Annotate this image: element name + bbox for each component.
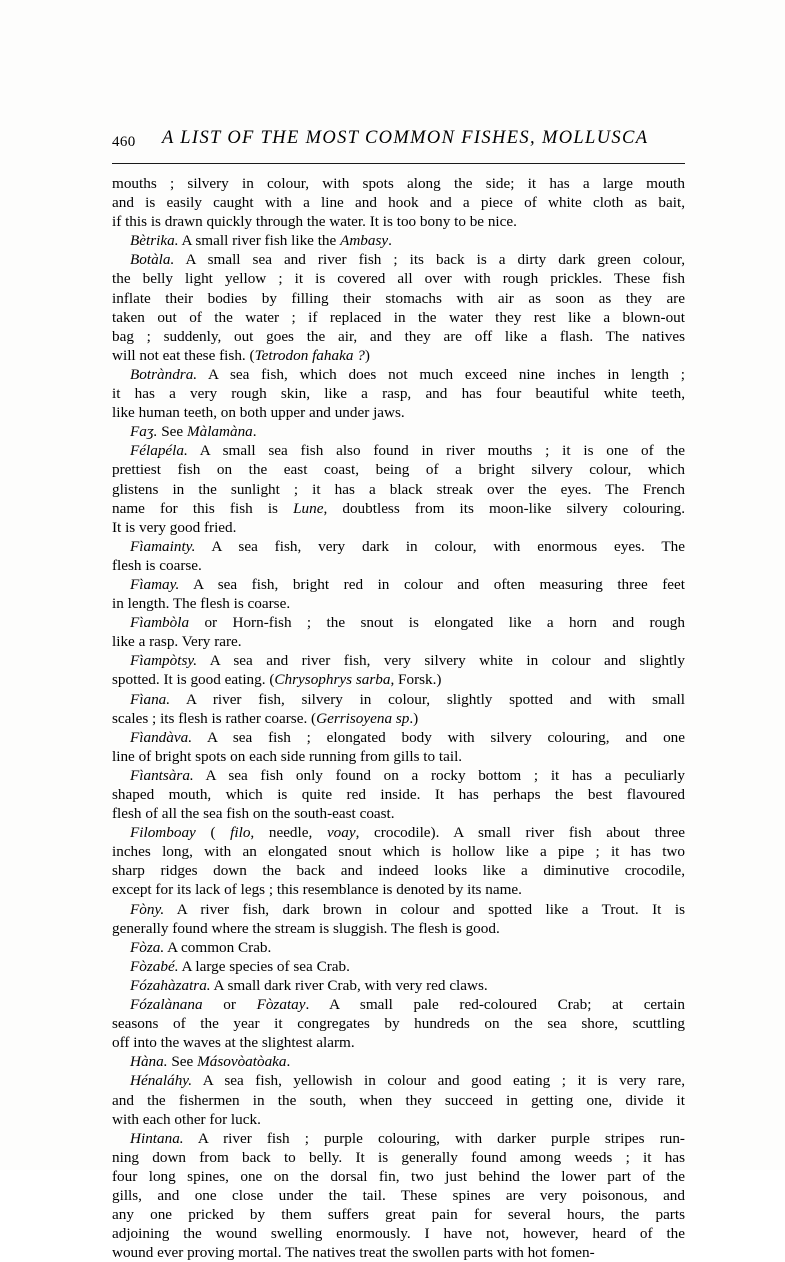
- body-textblock: [112, 174, 685, 1262]
- italic-term: voay: [326, 824, 356, 842]
- entry-line: adjoining the wound swelling enormously. I have not, however, heard of the: [112, 1225, 685, 1243]
- italic-term: Lune: [293, 499, 324, 517]
- entry-line: [112, 346, 685, 365]
- headword: Faʒ.: [130, 423, 158, 441]
- paragraph-continuation-line: mouths ; silvery in colour, with spots along the side; it has a large mouth: [112, 175, 685, 192]
- entry-botala: [112, 250, 685, 269]
- headword: Fòny.: [130, 900, 165, 918]
- headword: Fózalànana: [130, 996, 203, 1014]
- entry-hana: [112, 1052, 685, 1071]
- entry-filomboay: [112, 823, 685, 842]
- entry-text: . A small pale red-coloured Crab; at certain: [305, 996, 686, 1014]
- entry-line: wound ever proving mortal. The natives treat the swollen parts with hot fomen-: [112, 1244, 595, 1262]
- entry-fozabe: [112, 957, 685, 976]
- headword: Fìantsàra.: [130, 766, 194, 784]
- italic-term: Fòzatay: [256, 996, 306, 1014]
- entry-text: A river fish, silvery in colour, slightly spotted and with small: [170, 690, 685, 708]
- entry-line: with each other for luck.: [112, 1110, 261, 1128]
- headword: Fìandàva.: [130, 728, 193, 746]
- entry-text: or: [202, 996, 257, 1014]
- entry-text: See: [167, 1053, 198, 1071]
- entry-line: sharp ridges down the back and indeed looks like a diminutive crocodile,: [112, 862, 685, 880]
- entry-line: four long spines, one on the dorsal fin, two just behind the lower part of the: [112, 1167, 685, 1185]
- entry-line: flesh of all the sea fish on the south-east coast.: [112, 805, 395, 823]
- entry-text: A river fish, dark brown in colour and spotted like a Trout. It is: [164, 900, 685, 918]
- entry-text: A common Crab.: [164, 938, 272, 956]
- entry-text: A small sea and river fish ; its back is a dirty dark green colour,: [174, 251, 685, 269]
- header-rule: [112, 163, 685, 164]
- entry-line: gills, and one close under the tail. These spines are very poisonous, and: [112, 1186, 685, 1204]
- headword: Botàla.: [130, 251, 175, 269]
- entry-fiantsara: [112, 766, 685, 785]
- headword: Fìambòla: [130, 614, 190, 632]
- headword: Hénaláhy.: [130, 1072, 193, 1090]
- entry-text: , needle,: [250, 824, 327, 842]
- entry-text: will not eat these fish. (: [112, 346, 255, 364]
- entry-text: A sea fish, very dark in colour, with enormous eyes. The: [195, 537, 685, 555]
- entry-line: like a rasp. Very rare.: [112, 633, 242, 651]
- entry-text: , doubtless from its moon-like silvery colouring.: [323, 499, 686, 517]
- entry-line: It is very good fried.: [112, 518, 237, 536]
- running-head: [112, 128, 685, 162]
- entry-line: flesh is coarse.: [112, 556, 202, 574]
- italic-term: Ambasy: [340, 232, 389, 250]
- headword: Fìana.: [130, 690, 171, 708]
- entry-line: seasons of the year it congregates by hundreds on the sea shore, scuttling: [112, 1015, 685, 1033]
- entry-text: scales ; its flesh is rather coarse. (: [112, 709, 317, 727]
- entry-foza: [112, 938, 685, 957]
- entry-betrika: [112, 231, 685, 250]
- running-title: A LIST OF THE MOST COMMON FISHES, MOLLUSCA: [162, 128, 649, 148]
- entry-text: (: [195, 824, 231, 842]
- entry-line: in length. The flesh is coarse.: [112, 595, 291, 613]
- entry-text: A sea and river fish, very silvery white in colour and slightly: [197, 652, 685, 670]
- entry-felapela: [112, 441, 685, 460]
- headword: Fòza.: [130, 938, 165, 956]
- entry-text: ): [364, 346, 370, 364]
- entry-faz: [112, 422, 685, 441]
- entry-line: [112, 670, 685, 689]
- entry-text: .: [252, 423, 257, 441]
- entry-line: ning down from back to belly. It is generally found among weeds ; it has: [112, 1148, 685, 1166]
- italic-term: Màlamàna: [186, 423, 253, 441]
- entry-fiamay: [112, 575, 685, 594]
- entry-line: generally found where the stream is sluggish. The flesh is good.: [112, 919, 500, 937]
- entry-fiana: [112, 690, 685, 709]
- entry-text: A sea fish, yellowish in colour and good eating ; it is very rare,: [192, 1072, 685, 1090]
- entry-text: A sea fish ; elongated body with silvery colouring, and one: [192, 728, 685, 746]
- entry-text: See: [157, 423, 187, 441]
- entry-hintana: [112, 1129, 685, 1148]
- headword: Hàna.: [130, 1053, 168, 1071]
- entry-line: prettiest fish on the east coast, being of a bright silvery colour, which: [112, 461, 685, 479]
- headword: Fìamay.: [130, 575, 180, 593]
- entry-line: except for its lack of legs ; this resemblance is denoted by its name.: [112, 881, 522, 899]
- entry-text: .): [409, 709, 419, 727]
- entry-text: .: [388, 232, 392, 250]
- headword: Botràndra.: [130, 365, 198, 383]
- entry-text: A sea fish, which does not much exceed nine inches in length ;: [197, 365, 685, 383]
- entry-line: shaped mouth, which is quite red inside. It has perhaps the best flavoured: [112, 786, 685, 803]
- italic-term: Gerrisoyena sp: [316, 709, 410, 727]
- entry-line: line of bright spots on each side running from gills to tail.: [112, 747, 463, 765]
- entry-text: A small dark river Crab, with very red claws.: [210, 976, 488, 994]
- entry-line: like human teeth, on both upper and under jaws.: [112, 404, 405, 422]
- entry-line: any one pricked by them suffers great pain for several hours, the parts: [112, 1206, 685, 1224]
- entry-text: spotted. It is good eating. (: [112, 671, 275, 689]
- headword: Fòzabé.: [130, 957, 179, 975]
- entry-fiandava: [112, 728, 685, 747]
- headword: Fózahàzatra.: [130, 976, 211, 994]
- italic-term: filo: [230, 824, 251, 842]
- entry-text: A sea fish, bright red in colour and often measuring three feet: [179, 575, 685, 593]
- entry-fony: [112, 900, 685, 919]
- headword: Bètrika.: [130, 232, 179, 250]
- headword: Félapéla.: [130, 442, 188, 460]
- entry-text: , crocodile). A small river fish about three: [355, 824, 685, 842]
- entry-botrandra: [112, 365, 685, 384]
- headword: Fìamainty.: [130, 537, 196, 555]
- entry-line: glistens in the sunlight ; it has a black streak over the eyes. The French: [112, 480, 685, 498]
- entry-line: the belly light yellow ; it is covered all over with rough prickles. These fish: [112, 270, 685, 288]
- entry-text: .: [286, 1053, 291, 1071]
- entry-text: , Forsk.): [390, 671, 442, 689]
- headword: Fìampòtsy.: [130, 652, 198, 670]
- entry-line: inches long, with an elongated snout which is hollow like a pipe ; it has two: [112, 843, 685, 861]
- entry-line: bag ; suddenly, out goes the air, and they are off like a flash. The natives: [112, 327, 685, 345]
- entry-text: A large species of sea Crab.: [178, 957, 350, 975]
- headword: Filomboay: [130, 824, 196, 842]
- entry-henalahy: [112, 1071, 685, 1090]
- italic-term: Tetrodon fahaka ?: [254, 346, 365, 364]
- entry-text: A small sea fish also found in river mouths ; it is one of the: [187, 442, 685, 460]
- entry-line: [112, 499, 685, 518]
- entry-line: inflate their bodies by filling their stomachs with air as soon as they are: [112, 289, 685, 307]
- entry-fozahazatra: [112, 976, 685, 995]
- entry-line: and the fishermen in the south, when they succeed in getting one, divide it: [112, 1091, 685, 1109]
- paragraph-continuation-line: if this is drawn quickly through the water. It is too bony to be nice.: [112, 213, 517, 231]
- page-folio-number: 460: [112, 134, 136, 150]
- paragraph-continuation-line: and is easily caught with a line and hook and a piece of white cloth as bait,: [112, 194, 685, 212]
- entry-text: A small river fish like the: [178, 232, 341, 250]
- entry-fozalanana: [112, 995, 685, 1014]
- italic-term: Másovòatòaka: [197, 1053, 287, 1071]
- entry-line: taken out of the water ; if replaced in the water they rest like a blown-out: [112, 308, 685, 326]
- entry-line: off into the waves at the slightest alarm.: [112, 1034, 355, 1052]
- entry-fiamainty: [112, 537, 685, 556]
- entry-text: A sea fish only found on a rocky bottom ; it has a peculiarly: [193, 766, 685, 784]
- headword: Hintana.: [130, 1129, 184, 1147]
- italic-term: Chrysophrys sarba: [274, 671, 391, 689]
- entry-text: name for this fish is: [112, 499, 294, 517]
- entry-line: it has a very rough skin, like a rasp, and has four beautiful white teeth,: [112, 385, 685, 403]
- entry-fiambola: [112, 613, 685, 632]
- entry-text: or Horn-fish ; the snout is elongated like a horn and rough: [189, 614, 685, 632]
- entry-line: [112, 709, 685, 728]
- entry-fiampotsy: [112, 651, 685, 670]
- entry-text: A river fish ; purple colouring, with darker purple stripes run-: [183, 1129, 685, 1147]
